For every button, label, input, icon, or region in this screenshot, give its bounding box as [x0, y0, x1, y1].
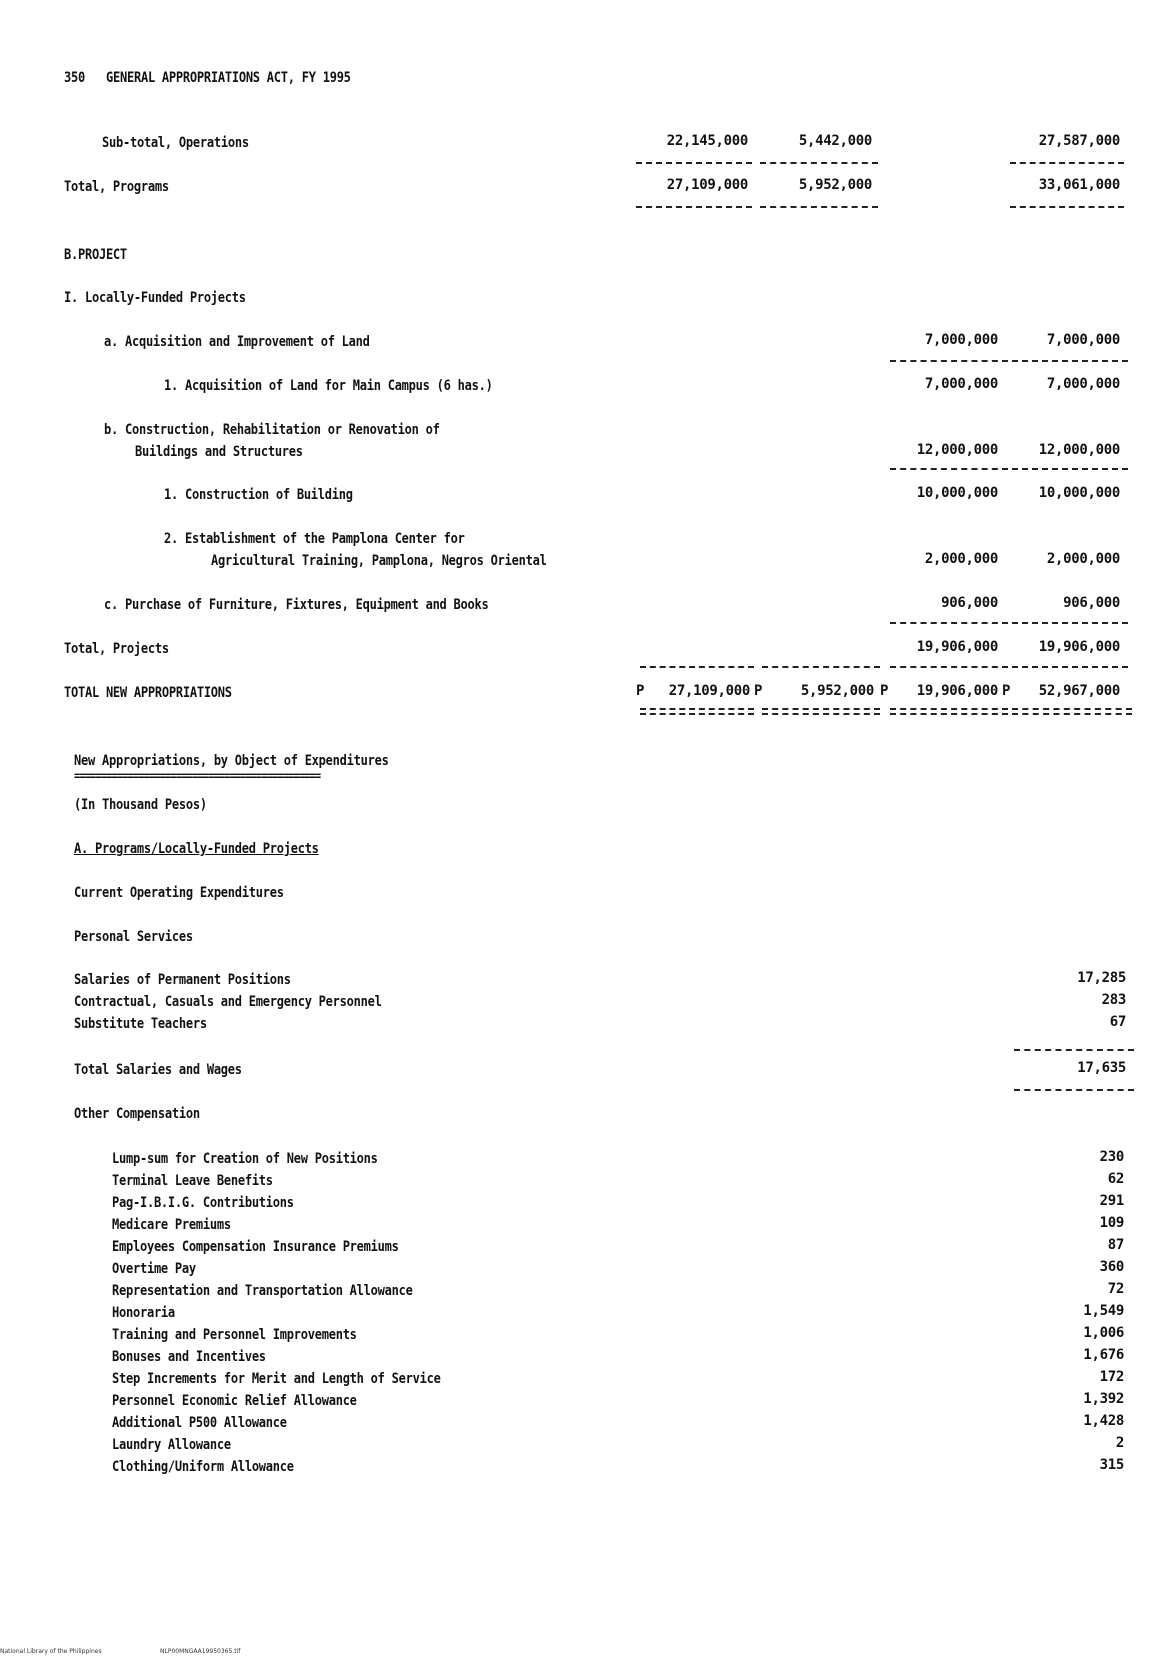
peso-sign: P	[1002, 683, 1011, 699]
expenditure-item-value: 1,428	[1083, 1413, 1124, 1429]
double-rule	[1012, 708, 1132, 715]
rule	[1012, 468, 1128, 470]
total-projects-col3: 19,906,000	[916, 639, 998, 655]
pamplona-label-line2: Agricultural Training, Pamplona, Negros Oriental	[211, 553, 547, 569]
expenditure-item-value: 230	[1099, 1149, 1124, 1165]
rule	[1010, 162, 1124, 164]
construction-label-line2: Buildings and Structures	[135, 444, 303, 460]
total-salaries-value: 17,635	[1077, 1060, 1126, 1076]
expenditure-item-label: Step Increments for Merit and Length of Service	[112, 1371, 441, 1387]
current-operating-heading: Current Operating Expenditures	[74, 885, 284, 901]
double-rule	[762, 708, 880, 715]
rule	[760, 162, 878, 164]
grand-total-label: TOTAL NEW APPROPRIATIONS	[64, 685, 232, 701]
unit-label: (In Thousand Pesos)	[74, 797, 207, 813]
pamplona-col3: 2,000,000	[924, 551, 998, 567]
rule	[1012, 666, 1128, 668]
construction-building-total: 10,000,000	[1038, 485, 1120, 501]
rule	[640, 666, 754, 668]
expenditure-item-label: Training and Personnel Improvements	[112, 1327, 357, 1343]
furniture-total: 906,000	[1063, 595, 1120, 611]
locally-funded-heading: I. Locally-Funded Projects	[64, 290, 246, 306]
expenditure-item-label: Pag-I.B.I.G. Contributions	[112, 1195, 294, 1211]
expenditure-item-value: 72	[1107, 1281, 1124, 1297]
main-campus-label: 1. Acquisition of Land for Main Campus (6 has.)	[164, 378, 493, 394]
expenditure-item-value: 2	[1115, 1435, 1124, 1451]
acquisition-land-total: 7,000,000	[1046, 332, 1120, 348]
expenditure-item-value: 1,392	[1083, 1391, 1124, 1407]
expenditure-item-value: 283	[1101, 992, 1126, 1008]
expenditure-item-value: 1,676	[1083, 1347, 1124, 1363]
subtotal-operations-label: Sub-total, Operations	[102, 135, 249, 151]
expenditure-item-value: 1,549	[1083, 1303, 1124, 1319]
footer-library: National Library of the Philippines	[0, 1648, 102, 1655]
grand-total-col2: 5,952,000	[800, 683, 874, 699]
main-campus-col3: 7,000,000	[924, 376, 998, 392]
expenditure-item-label: Substitute Teachers	[74, 1016, 207, 1032]
expenditure-item-label: Medicare Premiums	[112, 1217, 231, 1233]
expenditure-item-label: Salaries of Permanent Positions	[74, 972, 291, 988]
construction-label-line1: b. Construction, Rehabilitation or Renovation of	[104, 422, 440, 438]
double-rule	[640, 708, 754, 715]
rule	[1012, 622, 1128, 624]
total-projects-total: 19,906,000	[1038, 639, 1120, 655]
expenditure-item-label: Representation and Transportation Allowance	[112, 1283, 413, 1299]
rule	[762, 666, 880, 668]
expenditure-item-label: Laundry Allowance	[112, 1437, 231, 1453]
expenditure-item-label: Honoraria	[112, 1305, 175, 1321]
expenditure-item-value: 87	[1107, 1237, 1124, 1253]
page-header-title: GENERAL APPROPRIATIONS ACT, FY 1995	[106, 70, 351, 86]
expenditure-item-value: 360	[1099, 1259, 1124, 1275]
rule	[890, 360, 1008, 362]
expenditure-item-value: 291	[1099, 1193, 1124, 1209]
expenditure-item-label: Employees Compensation Insurance Premiums	[112, 1239, 399, 1255]
acquisition-land-col3: 7,000,000	[924, 332, 998, 348]
double-rule	[890, 708, 1008, 715]
expenditure-item-value: 109	[1099, 1215, 1124, 1231]
rule	[1014, 1049, 1134, 1051]
total-salaries-label: Total Salaries and Wages	[74, 1062, 242, 1078]
furniture-col3: 906,000	[941, 595, 998, 611]
footer-file: NLP00MNGAA19950365.tif	[160, 1648, 241, 1655]
other-compensation-heading: Other Compensation	[74, 1106, 200, 1122]
expenditure-item-label: Contractual, Casuals and Emergency Personnel	[74, 994, 382, 1010]
page-number: 350	[64, 70, 85, 86]
grand-total-col3: 19,906,000	[916, 683, 998, 699]
expenditure-item-value: 62	[1107, 1171, 1124, 1187]
rule	[890, 666, 1008, 668]
rule	[890, 622, 1008, 624]
peso-sign: P	[754, 683, 763, 699]
rule	[1010, 206, 1124, 208]
rule	[890, 468, 1008, 470]
subtotal-operations-col1: 22,145,000	[666, 133, 748, 149]
expenditure-item-value: 17,285	[1077, 970, 1126, 986]
pamplona-label-line1: 2. Establishment of the Pamplona Center for	[164, 531, 465, 547]
total-programs-label: Total, Programs	[64, 179, 169, 195]
subtotal-operations-total: 27,587,000	[1038, 133, 1120, 149]
expenditure-item-label: Clothing/Uniform Allowance	[112, 1459, 294, 1475]
acquisition-land-label: a. Acquisition and Improvement of Land	[104, 334, 370, 350]
expenditure-item-value: 172	[1099, 1369, 1124, 1385]
peso-sign: P	[636, 683, 645, 699]
pamplona-total: 2,000,000	[1046, 551, 1120, 567]
construction-total: 12,000,000	[1038, 442, 1120, 458]
project-heading: B.PROJECT	[64, 247, 127, 263]
subtotal-operations-col2: 5,442,000	[798, 133, 872, 149]
expenditure-item-value: 315	[1099, 1457, 1124, 1473]
furniture-label: c. Purchase of Furniture, Fixtures, Equipment and Books	[104, 597, 489, 613]
expenditure-item-label: Bonuses and Incentives	[112, 1349, 266, 1365]
construction-building-col3: 10,000,000	[916, 485, 998, 501]
expenditure-item-label: Additional P500 Allowance	[112, 1415, 287, 1431]
peso-sign: P	[880, 683, 889, 699]
rule	[1012, 360, 1128, 362]
rule	[636, 206, 752, 208]
objects-heading-rule: ==============================================	[74, 769, 321, 783]
grand-total-col1: 27,109,000	[668, 683, 750, 699]
expenditure-item-value: 1,006	[1083, 1325, 1124, 1341]
total-programs-total: 33,061,000	[1038, 177, 1120, 193]
total-programs-col2: 5,952,000	[798, 177, 872, 193]
total-projects-label: Total, Projects	[64, 641, 169, 657]
construction-building-label: 1. Construction of Building	[164, 487, 353, 503]
total-programs-col1: 27,109,000	[666, 177, 748, 193]
rule	[636, 162, 752, 164]
personal-services-heading: Personal Services	[74, 929, 193, 945]
rule	[1014, 1089, 1134, 1091]
rule	[760, 206, 878, 208]
expenditure-item-label: Personnel Economic Relief Allowance	[112, 1393, 357, 1409]
section-heading: A. Programs/Locally-Funded Projects	[74, 841, 319, 857]
expenditure-item-label: Terminal Leave Benefits	[112, 1173, 273, 1189]
expenditure-item-value: 67	[1109, 1014, 1126, 1030]
main-campus-total: 7,000,000	[1046, 376, 1120, 392]
construction-col3: 12,000,000	[916, 442, 998, 458]
objects-heading: New Appropriations, by Object of Expenditures	[74, 753, 389, 769]
expenditure-item-label: Overtime Pay	[112, 1261, 196, 1277]
expenditure-item-label: Lump-sum for Creation of New Positions	[112, 1151, 378, 1167]
grand-total-total: 52,967,000	[1038, 683, 1120, 699]
